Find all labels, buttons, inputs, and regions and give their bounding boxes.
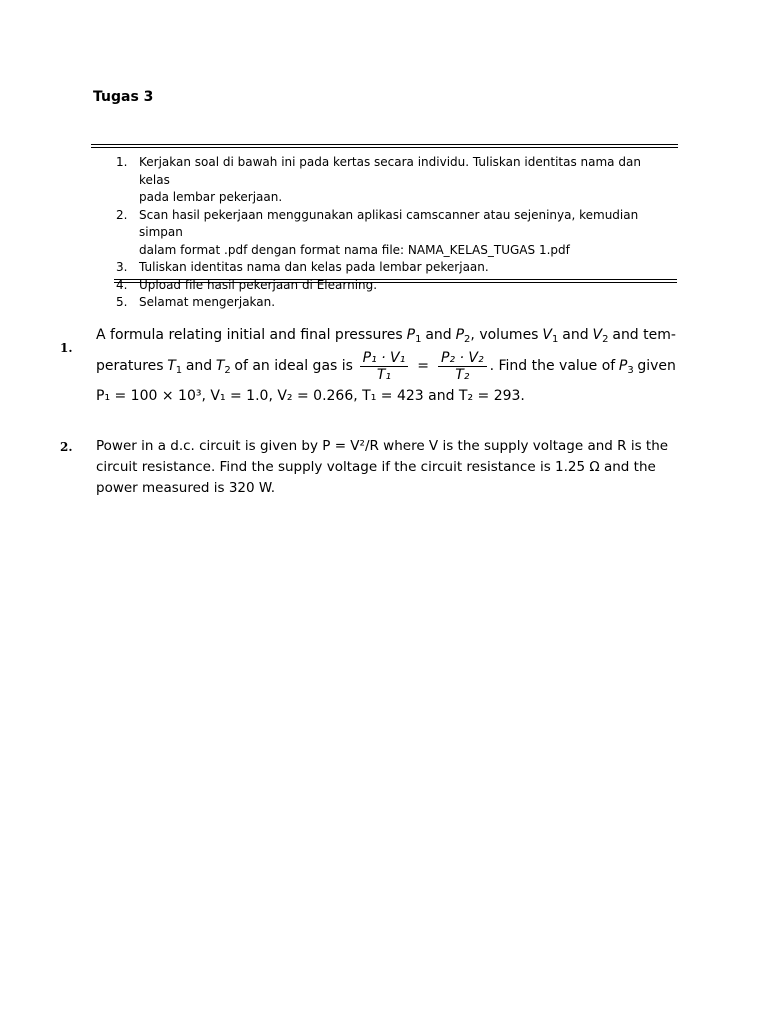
question-1-line-1: A formula relating initial and final pressures $P_1$ and $P_2$, volumes $V_1$ and $V_2$ and tem-	[96, 327, 676, 345]
instruction-line: pada lembar pekerjaan.	[139, 190, 283, 204]
instruction-number: 5.	[116, 295, 128, 309]
question-1	[96, 322, 676, 410]
instruction-item	[114, 294, 674, 312]
instruction-number: 2.	[116, 207, 128, 222]
bottom-rule	[114, 279, 677, 280]
top-rule-second	[91, 147, 678, 148]
instruction-line: Scan hasil pekerjaan menggunakan aplikasi camscanner atau sejeninya, kemudian simpan	[139, 207, 639, 239]
question-2-number: 2.	[60, 440, 73, 454]
instruction-line: Tuliskan identitas nama dan kelas pada lembar pekerjaan.	[139, 260, 489, 274]
instruction-line: Selamat mengerjakan.	[139, 295, 276, 309]
instruction-line: dalam format .pdf dengan format nama file: NAMA_KELAS_TUGAS 1.pdf	[139, 242, 570, 257]
question-2: Power in a d.c. circuit is given by P = V²/R where V is the supply voltage and R is the circuit resistance. Find the supply voltage if the circuit resistance is 1.25 Ω and the power measured is 320 W.	[96, 438, 669, 496]
instruction-number: 1.	[116, 155, 128, 169]
bottom-rule-second	[114, 282, 677, 283]
instruction-line: Kerjakan soal di bawah ini pada kertas secara individu. Tuliskan identitas nama dan kelas	[139, 155, 641, 187]
fraction-right: $\frac{\text{P₂ · V₂}}{\text{T₂}}$	[438, 350, 487, 383]
instruction-number: 3.	[116, 260, 128, 274]
instruction-line: Upload file hasil pekerjaan di Elearning.	[139, 277, 378, 292]
question-1-number: 1.	[60, 341, 73, 355]
instruction-item	[114, 154, 674, 207]
instructions-list	[114, 154, 674, 312]
instruction-number: 4.	[116, 277, 128, 292]
page-title: Tugas 3	[93, 89, 154, 105]
instruction-item	[114, 259, 674, 277]
question-1-line-3: P₁ = 100 × 10³, V₁ = 1.0, V₂ = 0.266, T₁ = 423 and T₂ = 293.	[96, 388, 525, 404]
question-1-line-2: peratures $T_1$ and $T_2$ of an ideal gas is $\frac{\text{P₁ · V₁}}{\text{T₁}}$ = $\frac{\text{P₂ · V₂}}{\text{T₂}}$ . Find the value of $P_3$ given	[96, 349, 676, 383]
instruction-item	[114, 207, 674, 260]
fraction-left: $\frac{\text{P₁ · V₁}}{\text{T₁}}$	[360, 350, 409, 383]
top-rule	[91, 144, 678, 145]
